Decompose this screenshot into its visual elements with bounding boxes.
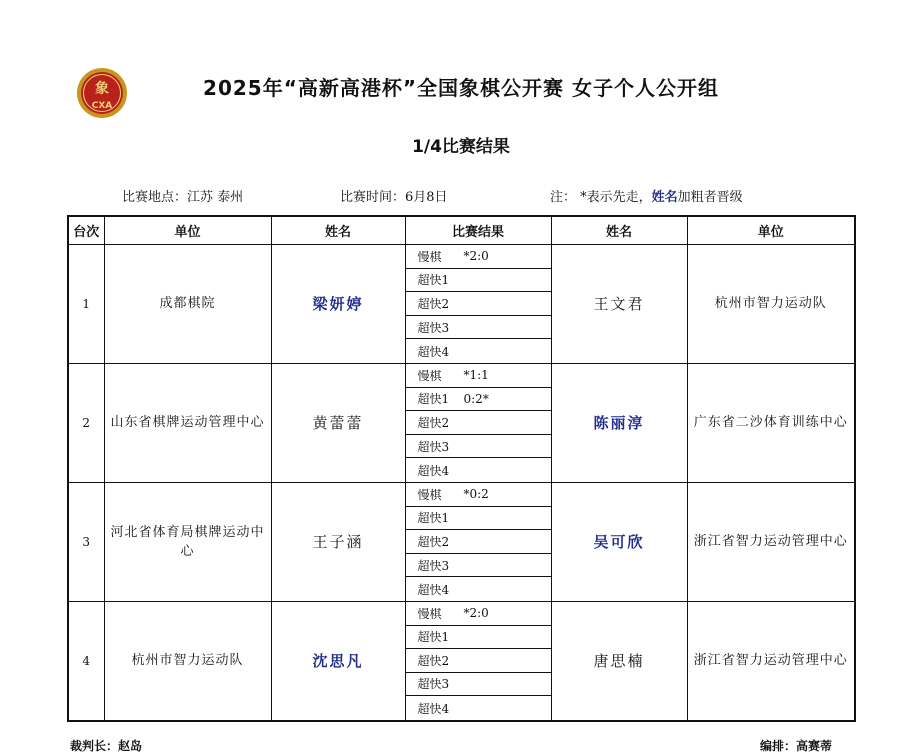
table-row (68, 482, 855, 601)
game-type: 超快1 (417, 392, 450, 407)
game-type: 慢棋 (417, 368, 442, 383)
game-type: 超快1 (417, 630, 450, 645)
game-type: 超快2 (417, 534, 450, 549)
table-header-row (68, 216, 855, 245)
header-cell: 单位 (104, 216, 271, 245)
game-score: *2:0 (463, 606, 489, 621)
unit-a: 成都棋院 (104, 245, 271, 364)
game-list (406, 483, 551, 601)
player-b: 吴可欣 (551, 482, 687, 601)
unit-b: 浙江省智力运动管理中心 (687, 601, 855, 720)
game-type: 超快1 (417, 273, 450, 288)
game-type: 超快4 (417, 582, 450, 597)
game-type: 慢棋 (417, 606, 442, 621)
player-b: 王文君 (551, 245, 687, 364)
results-table (67, 215, 856, 722)
unit-b: 浙江省智力运动管理中心 (687, 482, 855, 601)
game-type: 超快2 (417, 653, 450, 668)
game-type: 超快4 (417, 463, 450, 478)
game-result (406, 316, 551, 340)
legend-note-suffix: 加粗者晋级 (677, 190, 743, 205)
player-a: 黄蕾蕾 (271, 363, 405, 482)
legend-note-prefix: 注： *表示先走， (550, 190, 652, 205)
unit-b: 杭州市智力运动队 (687, 245, 855, 364)
game-results (405, 482, 551, 601)
game-result (406, 554, 551, 578)
unit-a: 河北省体育局棋牌运动中心 (104, 482, 271, 601)
header-cell: 比赛结果 (405, 216, 551, 245)
game-list (406, 364, 551, 482)
game-result (406, 269, 551, 293)
game-results (405, 601, 551, 720)
player-a: 王子涵 (271, 482, 405, 601)
logo-text: CXA (91, 101, 113, 111)
table-row (68, 601, 855, 720)
match-location: 比赛地点：江苏 泰州 (122, 190, 244, 205)
header-cell: 单位 (687, 216, 855, 245)
game-type: 慢棋 (417, 487, 442, 502)
game-score: *0:2 (463, 487, 489, 502)
chief-referee: 裁判长：赵岛 (70, 739, 143, 753)
unit-b: 广东省二沙体育训练中心 (687, 363, 855, 482)
game-result (406, 577, 551, 601)
arranger: 编排：高赛蒂 (760, 739, 833, 753)
logo-char: 象 (95, 81, 109, 97)
legend-note-name: 姓名 (651, 190, 678, 205)
game-type: 超快3 (417, 439, 450, 454)
results-body (68, 245, 855, 721)
game-type: 超快1 (417, 511, 450, 526)
legend-note (550, 186, 743, 205)
game-result (406, 626, 551, 650)
game-result (406, 649, 551, 673)
game-result (406, 411, 551, 435)
game-list (406, 602, 551, 720)
game-result (406, 435, 551, 459)
page-subtitle: 1/4比赛结果 (412, 137, 510, 157)
table-row (68, 363, 855, 482)
board-number: 2 (68, 363, 104, 482)
game-result (406, 458, 551, 482)
header-cell: 姓名 (551, 216, 687, 245)
game-result (406, 696, 551, 720)
game-result (406, 673, 551, 697)
board-number: 3 (68, 482, 104, 601)
game-type: 超快4 (417, 344, 450, 359)
player-b: 唐思楠 (551, 601, 687, 720)
game-result (406, 530, 551, 554)
game-score: *2:0 (463, 249, 489, 264)
header-cell: 姓名 (271, 216, 405, 245)
player-a: 梁妍婷 (271, 245, 405, 364)
table-row (68, 245, 855, 364)
game-result (406, 483, 551, 507)
game-results (405, 245, 551, 364)
page-title: 2025年“高新高港杯”全国象棋公开赛 女子个人公开组 (203, 76, 719, 100)
board-number: 1 (68, 245, 104, 364)
game-type: 超快2 (417, 296, 450, 311)
game-type: 超快4 (417, 701, 450, 716)
game-result (406, 364, 551, 388)
unit-a: 山东省棋牌运动管理中心 (104, 363, 271, 482)
game-score: *1:1 (463, 368, 489, 383)
header-cell: 台次 (68, 216, 104, 245)
game-result (406, 292, 551, 316)
game-type: 超快3 (417, 558, 450, 573)
game-result (406, 507, 551, 531)
player-a: 沈思凡 (271, 601, 405, 720)
game-list (406, 245, 551, 363)
match-time: 比赛时间：6月8日 (340, 190, 448, 205)
game-type: 超快3 (417, 320, 450, 335)
game-result (406, 602, 551, 626)
game-type: 超快3 (417, 677, 450, 692)
game-result (406, 339, 551, 363)
game-result (406, 245, 551, 269)
game-score: 0:2* (463, 391, 489, 406)
game-result (406, 388, 551, 412)
player-b: 陈丽淳 (551, 363, 687, 482)
game-type: 慢棋 (417, 249, 442, 264)
game-type: 超快2 (417, 415, 450, 430)
game-results (405, 363, 551, 482)
unit-a: 杭州市智力运动队 (104, 601, 271, 720)
board-number: 4 (68, 601, 104, 720)
